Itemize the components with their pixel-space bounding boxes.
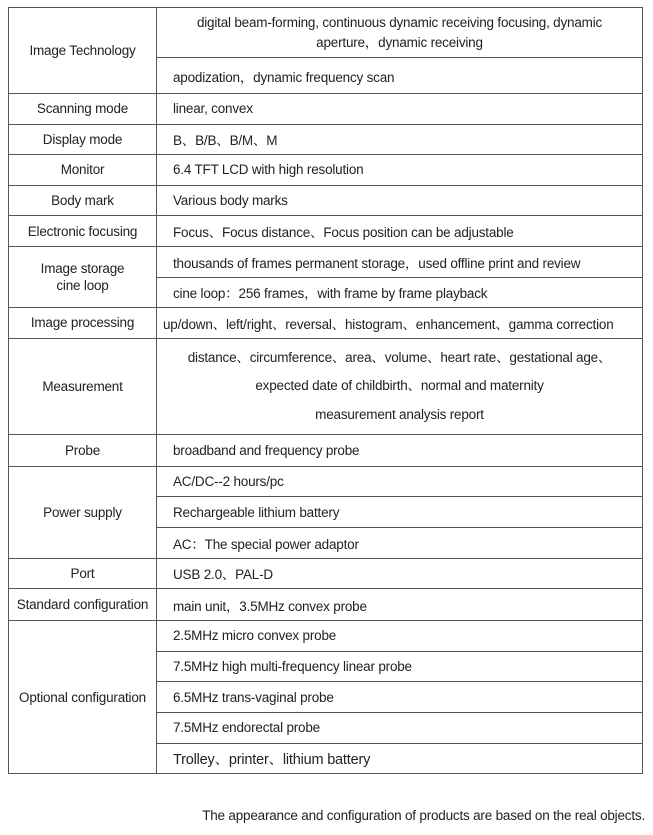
spec-value: cine loop：256 frames，with frame by frame playback bbox=[157, 277, 643, 308]
spec-value: broadband and frequency probe bbox=[157, 434, 643, 466]
spec-row-probe bbox=[9, 434, 643, 466]
spec-value: 2.5MHz micro convex probe bbox=[157, 621, 643, 652]
spec-label-line: Image storage bbox=[40, 261, 125, 277]
spec-label: Image processing bbox=[9, 308, 157, 339]
spec-label: Electronic focusing bbox=[9, 216, 157, 247]
spec-value: 7.5MHz high multi-frequency linear probe bbox=[157, 651, 643, 682]
spec-value: up/down、left/right、reversal、histogram、enhancement、gamma correction bbox=[157, 308, 643, 339]
spec-value: Trolley、printer、lithium battery bbox=[157, 743, 643, 774]
spec-value: main unit，3.5MHz convex probe bbox=[157, 589, 643, 621]
spec-label: Power supply bbox=[9, 466, 157, 558]
spec-value: AC：The special power adaptor bbox=[157, 527, 643, 558]
spec-label: Display mode bbox=[9, 124, 157, 155]
spec-label: Monitor bbox=[9, 155, 157, 186]
spec-label: Measurement bbox=[9, 338, 157, 434]
spec-value: digital beam-forming, continuous dynamic receiving focusing, dynamic aperture，dynamic receiving bbox=[157, 8, 643, 58]
spec-value-line: distance、circumference、area、volume、heart rate、gestational age、 bbox=[187, 349, 612, 365]
spec-row-image-processing bbox=[9, 308, 643, 339]
spec-label: Optional configuration bbox=[9, 621, 157, 774]
spec-value: 6.4 TFT LCD with high resolution bbox=[157, 155, 643, 186]
spec-value: Various body marks bbox=[157, 185, 643, 216]
spec-row-image-technology bbox=[9, 8, 643, 58]
spec-value-line: expected date of childbirth、normal and maternity bbox=[255, 378, 544, 393]
spec-label: Body mark bbox=[9, 185, 157, 216]
spec-row-image-storage bbox=[9, 246, 643, 277]
spec-label: Scanning mode bbox=[9, 94, 157, 125]
spec-label: Port bbox=[9, 558, 157, 589]
spec-value bbox=[157, 338, 643, 434]
spec-row-electronic-focusing bbox=[9, 216, 643, 247]
spec-row-power-supply bbox=[9, 466, 643, 497]
spec-row-display-mode bbox=[9, 124, 643, 155]
spec-value: Focus、Focus distance、Focus position can be adjustable bbox=[157, 216, 643, 247]
spec-value: linear, convex bbox=[157, 94, 643, 125]
spec-value: Rechargeable lithium battery bbox=[157, 497, 643, 528]
spec-row-optional-configuration bbox=[9, 621, 643, 652]
spec-value: USB 2.0、PAL-D bbox=[157, 558, 643, 589]
spec-row-measurement bbox=[9, 338, 643, 434]
spec-label bbox=[9, 246, 157, 307]
spec-value-line: measurement analysis report bbox=[315, 406, 484, 422]
spec-label: Image Technology bbox=[9, 8, 157, 94]
spec-value: thousands of frames permanent storage，used offline print and review bbox=[157, 246, 643, 277]
spec-row-body-mark bbox=[9, 185, 643, 216]
spec-value: AC/DC--2 hours/pc bbox=[157, 466, 643, 497]
spec-row-monitor bbox=[9, 155, 643, 186]
spec-row-scanning-mode bbox=[9, 94, 643, 125]
spec-table bbox=[8, 7, 643, 774]
spec-row-port bbox=[9, 558, 643, 589]
spec-label: Probe bbox=[9, 434, 157, 466]
spec-value: B、B/B、B/M、M bbox=[157, 124, 643, 155]
footnote: The appearance and configuration of products are based on the real objects. bbox=[202, 808, 645, 823]
spec-label-line: cine loop bbox=[56, 278, 109, 294]
spec-value: 6.5MHz trans-vaginal probe bbox=[157, 682, 643, 713]
spec-value: apodization，dynamic frequency scan bbox=[157, 58, 643, 94]
spec-label: Standard configuration bbox=[9, 589, 157, 621]
spec-row-standard-configuration bbox=[9, 589, 643, 621]
spec-value: 7.5MHz endorectal probe bbox=[157, 712, 643, 743]
